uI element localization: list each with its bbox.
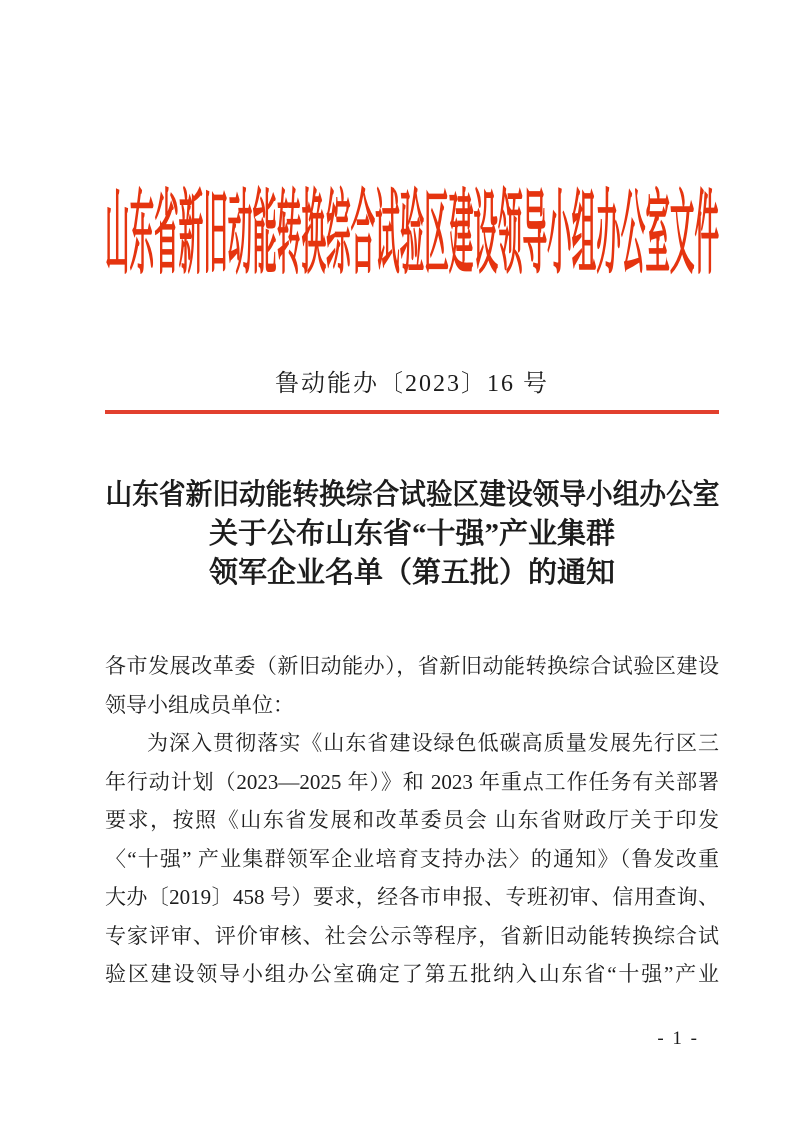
document-body [105, 647, 719, 994]
page-number: - 1 - [657, 1027, 699, 1049]
title-line-2 [105, 515, 719, 554]
red-banner-text: 山东省新旧动能转换综合试验区建设领导小组办公室文件 [105, 183, 720, 285]
body-line: 〈“十强” 产业集群领军企业培育支持办法〉的通知》（鲁发改重 [105, 846, 719, 871]
body-line: 年行动计划（2023—2025 年）》和 2023 年重点工作任务有关部署 [105, 769, 719, 794]
body-line: 为深入贯彻落实《山东省建设绿色低碳高质量发展先行区三 [147, 731, 719, 755]
document-title [105, 476, 719, 593]
body-line: 专家评审、评价审核、社会公示等程序，省新旧动能转换综合试 [105, 923, 719, 948]
title-line-3 [105, 554, 719, 593]
title-line-2-text: 关于公布山东省“十强”产业集群 [208, 518, 615, 550]
title-line-3-text: 领军企业名单（第五批）的通知 [208, 557, 615, 589]
body-line: 大办〔2019〕458 号）要求，经各市申报、专班初审、信用查询、 [105, 885, 719, 909]
body-line: 领导小组成员单位： [105, 692, 294, 717]
red-header-banner [105, 185, 719, 287]
body-line: 各市发展改革委（新旧动能办），省新旧动能转换综合试验区建设 [105, 654, 719, 678]
body-line: 要求，按照《山东省发展和改革委员会 山东省财政厅关于印发 [105, 808, 719, 832]
title-line-1-text: 山东省新旧动能转换综合试验区建设领导小组办公室 [105, 479, 720, 511]
red-rule-divider [105, 410, 719, 414]
body-line: 验区建设领导小组办公室确定了第五批纳入山东省“十强”产业 [105, 962, 719, 986]
title-line-1 [105, 476, 719, 515]
document-number: 鲁动能办〔2023〕16 号 [275, 371, 549, 397]
